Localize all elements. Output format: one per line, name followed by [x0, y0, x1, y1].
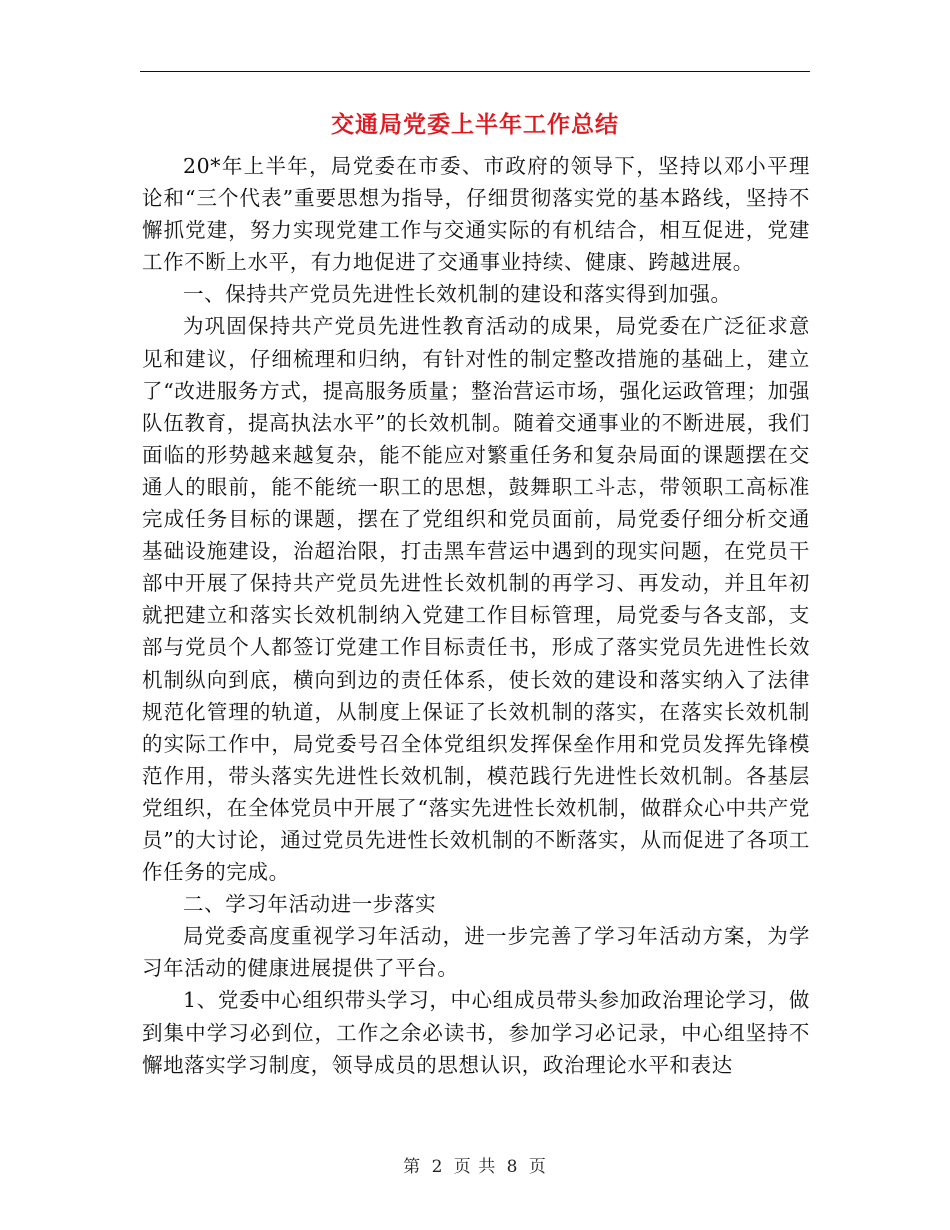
paragraph-section-1: 为巩固保持共产党员先进性教育活动的成果，局党委在广泛征求意见和建议，仔细梳理和归纳，有针对性的制定整改措施的基础上，建立了“改进服务方式，提高服务质量；整治营运市场，强化运政管理；加强队伍教育，提高执法水平”的长效机制。随着交通事业的不断进展，我们面临的形势越来越复杂，能不能应对繁重任务和复杂局面的课题摆在交通人的眼前，能不能统一职工的思想，鼓舞职工斗志，带领职工高标准完成任务目标的课题，摆在了党组织和党员面前，局党委仔细分析交通基础设施建设，治超治限，打击黑车营运中遇到的现实问题，在党员干部中开展了保持共产党员先进性长效机制的再学习、再发动，并且年初就把建立和落实长效机制纳入党建工作目标管理，局党委与各支部，支部与党员个人都签订党建工作目标责任书，形成了落实党员先进性长效机制纵向到底，横向到边的责任体系，使长效的建设和落实纳入了法律规范化管理的轨道，从制度上保证了长效机制的落实，在落实长效机制的实际工作中，局党委号召全体党组织发挥保垒作用和党员发挥先锋模范作用，带头落实先进性长效机制，模范践行先进性长效机制。各基层党组织，在全体党员中开展了“落实先进性长效机制，做群众心中共产党员”的大讨论，通过党员先进性长效机制的不断落实，从而促进了各项工作任务的完成。 — [142, 314, 810, 885]
footer-prefix: 第 — [403, 1157, 422, 1177]
paragraph-section-2: 局党委高度重视学习年活动，进一步完善了学习年活动方案，为学习年活动的健康进展提供了平台。 — [142, 924, 810, 981]
section-heading-1: 一、保持共产党员先进性长效机制的建设和落实得到加强。 — [183, 282, 732, 307]
footer-middle: 页 共 — [453, 1157, 497, 1177]
header-rule — [140, 71, 810, 72]
footer-total-pages: 8 — [506, 1157, 519, 1177]
document-title: 交通局党委上半年工作总结 — [331, 111, 619, 138]
paragraph-intro: 20*年上半年，局党委在市委、市政府的领导下，坚持以邓小平理论和“三个代表”重要思想为指导，仔细贯彻落实党的基本路线，坚持不懈抓党建，努力实现党建工作与交通实际的有机结合，相互促进，党建工作不断上水平，有力地促进了交通事业持续、健康、跨越进展。 — [142, 154, 810, 275]
page-footer — [0, 1152, 950, 1177]
section-heading-2: 二、学习年活动进一步落实 — [183, 892, 437, 917]
document-body — [142, 150, 810, 1081]
footer-current-page: 2 — [431, 1157, 444, 1177]
paragraph-item-1: 1、党委中心组织带头学习，中心组成员带头参加政治理论学习，做到集中学习必到位，工作之余必读书，参加学习必记录，中心组坚持不懈地落实学习制度，领导成员的思想认识，政治理论水平和表达 — [142, 988, 810, 1077]
footer-suffix: 页 — [528, 1157, 547, 1177]
